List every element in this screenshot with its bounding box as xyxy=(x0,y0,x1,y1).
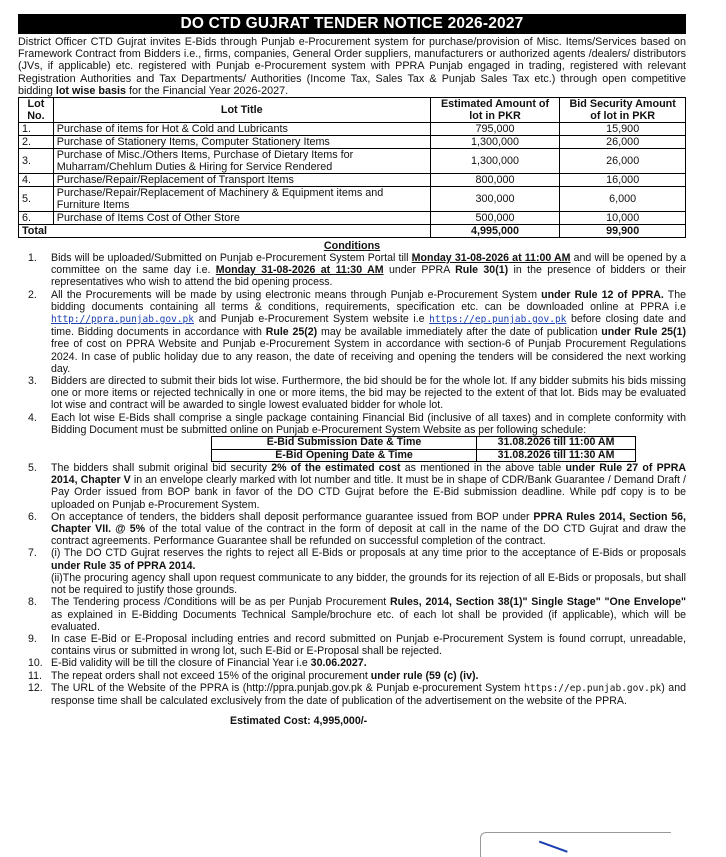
lot-number: 3. xyxy=(19,149,54,174)
intro-paragraph xyxy=(18,36,686,97)
lot-title: Purchase/Repair/Replacement of Transport Items xyxy=(53,174,430,187)
lot-number: 6. xyxy=(19,212,54,225)
condition-text: All the Procurements will be made by using electronic means through Punjab e-Procurement System xyxy=(51,288,542,301)
condition-text: in an envelope clearly marked with lot number and title. It must be in shape of CDR/Bank Guarantee / Demand Draft / Pay Order issued from BOP bank in favor of the DO CTD Gujrat before the E-Bid submission deadline. While pdf copy is to be uploaded on Punjab e-Procurement System. xyxy=(51,474,686,511)
submission-deadline: Monday 31-08-2026 at 11:00 AM xyxy=(411,252,571,265)
condition-9 xyxy=(18,633,686,657)
rule-ref: under Rule 27 of PPRA 2014, Chapter V xyxy=(51,462,686,487)
condition-text: free of cost on PPRA Website and Punjab e-Procurement System in accordance with section-6 of Punjab Procurement Regulations 2024. In case of public holiday due to any reason, the date of receiving and opening the tenders will be considered the next working day. xyxy=(51,338,686,375)
total-label: Total xyxy=(19,225,431,238)
schedule-value: 31.08.2026 till 11:30 AM xyxy=(477,449,636,462)
validity-date: 30.06.2027. xyxy=(310,657,367,670)
condition-11 xyxy=(18,670,686,682)
lot-bid-security: 26,000 xyxy=(560,149,686,174)
condition-text: The repeat orders shall not exceed 15% of the original procurement xyxy=(51,669,371,682)
header-bid-security: Bid Security Amount of lot in PKR xyxy=(560,98,686,123)
condition-text: The bidding documents containing all terms & conditions, requirements, specification etc. can be downloaded online at PPRA i.e xyxy=(51,288,687,313)
lot-estimated-amount: 1,300,000 xyxy=(430,136,560,149)
lot-number: 5. xyxy=(19,187,54,212)
conditions-heading: Conditions xyxy=(323,240,381,253)
rule-ref: under Rule 35 of PPRA 2014. xyxy=(51,559,196,572)
eproc-link[interactable]: https://ep.punjab.gov.pk xyxy=(429,314,567,326)
notice-title: DO CTD GUJRAT TENDER NOTICE 2026-2027 xyxy=(18,14,686,34)
table-row xyxy=(19,187,686,212)
condition-text: and Punjab e-Procurement System website i.e xyxy=(194,313,430,326)
header-lot-no: Lot No. xyxy=(19,98,54,123)
condition-3 xyxy=(18,375,686,412)
schedule-table xyxy=(211,436,636,462)
condition-12 xyxy=(18,682,686,707)
condition-text: (ii)The procuring agency shall upon request communicate to any bidder, the grounds for its rejection of all E-Bids or proposals, but shall not be required to justify those grounds. xyxy=(51,571,686,597)
condition-text: as explained in E-Bidding Documents Technical Sample/brochure etc. of each lot shall be provided (if applicable), which will be evaluated. xyxy=(51,608,686,633)
ppra-link[interactable]: http://ppra.punjab.gov.pk xyxy=(51,314,194,326)
condition-text: The URL of the Website of the PPRA is (http://ppra.punjab.gov.pk & Punjab e-procurement System xyxy=(51,681,524,694)
condition-number: 5. xyxy=(28,462,37,475)
condition-text: under PPRA xyxy=(383,264,456,277)
stamp-corner xyxy=(480,832,671,857)
condition-number: 4. xyxy=(28,411,37,424)
condition-1 xyxy=(18,252,686,289)
intro-text-end: for the Financial Year 2026-2027. xyxy=(126,84,289,97)
lot-bid-security: 10,000 xyxy=(560,212,686,225)
table-row xyxy=(19,136,686,149)
condition-number: 2. xyxy=(28,288,37,301)
eproc-url[interactable]: https://ep.punjab.gov.pk xyxy=(523,682,662,694)
condition-text: On acceptance of tenders, the bidders shall deposit performance guarantee issued from BOP under xyxy=(51,510,534,523)
lot-estimated-amount: 300,000 xyxy=(430,187,560,212)
rule-ref: PPRA Rules 2014, Section 56, Chapter VII. @ 5% xyxy=(51,510,686,536)
condition-text: The Tendering process /Conditions will be as per Punjab Procurement xyxy=(51,596,390,609)
condition-text: ) and response time shall be calculated exclusively from the date of publication of the advertisement on the website of the PPRA. xyxy=(51,681,686,707)
table-row xyxy=(19,149,686,174)
lots-table xyxy=(18,97,686,238)
header-estimated-amount: Estimated Amount of lot in PKR xyxy=(430,98,560,123)
lot-bid-security: 15,900 xyxy=(560,123,686,136)
tender-notice xyxy=(18,14,686,727)
schedule-row xyxy=(212,449,636,462)
condition-text: may be available immediately after the date of publication xyxy=(317,326,602,339)
header-lot-title: Lot Title xyxy=(53,98,430,123)
condition-text: and will be opened by a committee on the same day i.e. xyxy=(51,252,686,277)
lot-bid-security: 26,000 xyxy=(560,136,686,149)
condition-number: 3. xyxy=(28,375,37,388)
lot-title: Purchase of Items Cost of Other Store xyxy=(53,212,430,225)
condition-number: 9. xyxy=(28,632,37,645)
condition-number: 12. xyxy=(28,681,43,694)
schedule-value: 31.08.2026 till 11:00 AM xyxy=(477,437,636,450)
lot-bid-security: 6,000 xyxy=(560,187,686,212)
conditions-list xyxy=(18,252,686,707)
condition-text: Bids will be uploaded/Submitted on Punjab e-Procurement System Portal till xyxy=(51,252,412,265)
lot-bid-security: 16,000 xyxy=(560,174,686,187)
lot-number: 1. xyxy=(19,123,54,136)
condition-4 xyxy=(18,412,686,462)
condition-text: as mentioned in the above table xyxy=(400,462,566,475)
lot-number: 4. xyxy=(19,174,54,187)
total-security: 99,900 xyxy=(560,225,686,238)
condition-text: (i) The DO CTD Gujrat reserves the rights to reject all E-Bids or proposals at any time prior to the acceptance of E-Bids or proposals xyxy=(51,547,686,560)
lot-number: 2. xyxy=(19,136,54,149)
rule-ref: Rules, 2014, Section 38(1)" Single Stage" "One Envelope" xyxy=(389,596,686,609)
intro-text: District Officer CTD Gujrat invites E-Bids through Punjab e-Procurement system for purchase/provision of Misc. Items/Services based on Framework Contract from Bidders i.e., firms, companies, General Order suppliers, manufacturers or authorized agents /dealers/ distributors (JVs, if applicable) etc. registered with Punjab e-Procurement system with PPRA Punjab engaged in trading, registered with relevant Registration Authorities and Tax Departments/ Authorities (Income Tax, Sales Tax & Punjab Sales Tax etc.) through open competitive bidding xyxy=(18,36,686,97)
estimated-cost: Estimated Cost: 4,995,000/- xyxy=(230,715,368,728)
lot-title: Purchase of Stationery Items, Computer Stationery Items xyxy=(53,136,430,149)
condition-8 xyxy=(18,596,686,633)
condition-number: 11. xyxy=(28,669,42,682)
condition-text: Bidders are directed to submit their bids lot wise. Furthermore, the bid should be for the whole lot. If any bidder submits his bids missing one or more items or rejected technically in one or more items, the bid may be rejected to the extent of that lot. Bids may be evaluated lot wise and contract will be awarded to single lowest evaluated bidder for whole lot. xyxy=(51,375,686,412)
lot-title: Purchase/Repair/Replacement of Machinery & Equipment items and Furniture Items xyxy=(53,187,430,212)
lot-estimated-amount: 800,000 xyxy=(430,174,560,187)
condition-text: Each lot wise E-Bids shall comprise a single package containing Financial Bid (inclusive of all taxes) and in complete conformity with Bidding Document must be submitted online on Punjab e-Procurement System Website as per following schedule: xyxy=(51,411,686,436)
condition-text: The bidders shall submit original bid security xyxy=(51,462,272,475)
condition-text: before closing date and time. Bidding documents in accordance with xyxy=(51,313,686,339)
condition-text: In case E-Bid or E-Proposal including entries and record submitted on Punjab e-Procurement System is found corrupt, unreadable, contains virus or submitted in wrong lot, such E-Bid or E-Proposal shall be rejected. xyxy=(51,632,686,658)
table-row xyxy=(19,123,686,136)
condition-6 xyxy=(18,511,686,548)
lot-title: Purchase of items for Hot & Cold and Lubricants xyxy=(53,123,430,136)
rule-ref: Rule 25(2) xyxy=(265,326,318,339)
lot-estimated-amount: 500,000 xyxy=(430,212,560,225)
condition-10 xyxy=(18,657,686,669)
rule-ref: under Rule 25(1) xyxy=(601,326,686,339)
opening-time: Monday 31-08-2026 at 11:30 AM xyxy=(215,264,384,277)
condition-5 xyxy=(18,462,686,511)
condition-number: 1. xyxy=(28,252,37,265)
schedule-row xyxy=(212,437,636,450)
intro-bold: lot wise basis xyxy=(55,84,127,97)
lot-estimated-amount: 1,300,000 xyxy=(430,149,560,174)
lot-estimated-amount: 795,000 xyxy=(430,123,560,136)
total-cost: 4,995,000 xyxy=(430,225,560,238)
table-header-row xyxy=(19,98,686,123)
rule-ref: under Rule 12 of PPRA. xyxy=(541,288,664,301)
condition-number: 8. xyxy=(28,596,37,609)
condition-text: in the presence of bidders or their representatives who wish to attend the bid opening process. xyxy=(51,264,686,289)
lot-title: Purchase of Misc./Others Items, Purchase of Dietary Items for Muharram/Chehlum Duties & Hiring for Service Rendered xyxy=(53,149,430,174)
table-row xyxy=(19,174,686,187)
schedule-label: E-Bid Submission Date & Time xyxy=(212,437,477,450)
schedule-label: E-Bid Opening Date & Time xyxy=(212,449,477,462)
condition-number: 10. xyxy=(28,657,43,670)
bid-security-percent: 2% of the estimated cost xyxy=(271,462,401,475)
table-row xyxy=(19,212,686,225)
condition-number: 7. xyxy=(28,547,37,560)
condition-number: 6. xyxy=(28,510,37,523)
rule-ref: under rule (59 (c) (iv). xyxy=(370,669,479,682)
rule-ref: Rule 30(1) xyxy=(455,264,509,277)
condition-text: E-Bid validity will be till the closure of Financial Year i.e xyxy=(51,657,311,670)
condition-text: of the total value of the contract in the form of deposit at call in the name of the DO CTD Gujrat and draw the contract agreements. Performance Guarantee shall be refunded on successful completion of the contract. xyxy=(51,523,686,548)
condition-7 xyxy=(18,547,686,596)
total-row xyxy=(19,225,686,238)
condition-2 xyxy=(18,289,686,375)
